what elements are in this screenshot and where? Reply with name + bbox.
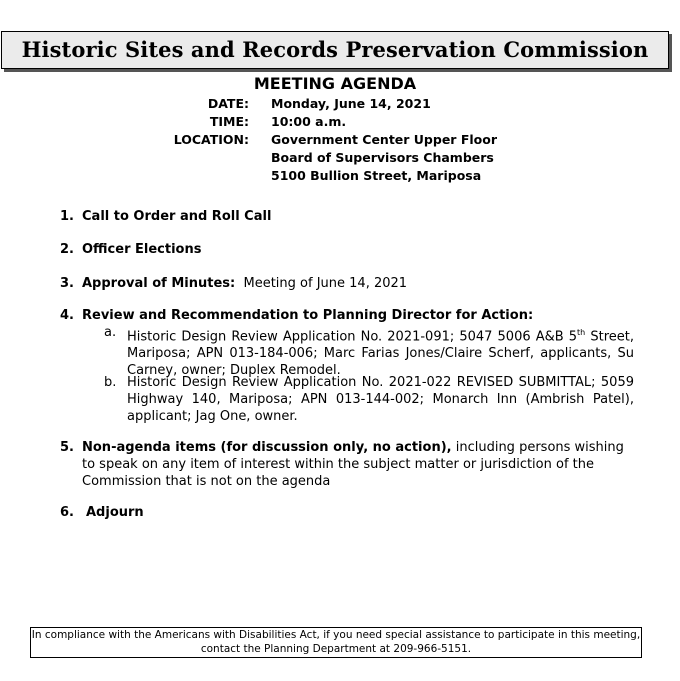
ordinal-suffix: th bbox=[577, 328, 586, 337]
sub-item-text-cont: Street, Mariposa; APN 013-184-006; Marc Farias Jones/Claire Scherf, applicants, Su Carney, owner; Duplex Remodel. bbox=[127, 329, 634, 379]
sub-item-text: Historic Design Review Application No. 2021-091; 5047 5006 A&B 5 bbox=[127, 329, 578, 345]
item-title: Adjourn bbox=[86, 505, 144, 520]
agenda-item bbox=[60, 307, 638, 324]
agenda-item bbox=[60, 241, 638, 258]
sub-item-letter: a. bbox=[104, 325, 117, 340]
item-number: 6. bbox=[60, 505, 74, 520]
location-line-3: 5100 Bullion Street, Mariposa bbox=[271, 168, 482, 183]
item-title: Review and Recommendation to Planning Director for Action: bbox=[82, 308, 534, 323]
item-number: 1. bbox=[60, 209, 74, 224]
ada-notice bbox=[30, 627, 642, 658]
time-value: 10:00 a.m. bbox=[271, 114, 347, 129]
sub-item-letter: b. bbox=[104, 375, 117, 390]
agenda-title: MEETING AGENDA bbox=[253, 74, 417, 93]
item-detail: including persons wishing to speak on any item of interest within the subject matter or jurisdiction of the Commission that is not on the agenda bbox=[82, 440, 624, 489]
item-number: 4. bbox=[60, 308, 74, 323]
sub-item bbox=[104, 374, 634, 425]
agenda-item bbox=[60, 275, 638, 292]
item-detail: Meeting of June 14, 2021 bbox=[243, 276, 408, 291]
item-title: Approval of Minutes: bbox=[82, 276, 236, 291]
item-title: Officer Elections bbox=[82, 242, 202, 257]
sub-item bbox=[104, 324, 634, 379]
agenda-item bbox=[60, 208, 638, 225]
date-value: Monday, June 14, 2021 bbox=[271, 96, 431, 111]
item-number: 3. bbox=[60, 276, 74, 291]
item-title: Non-agenda items (for discussion only, no action), bbox=[82, 440, 452, 455]
ada-notice-line-1: In compliance with the Americans with Disabilities Act, if you need special assistance to participate in this meeting, bbox=[31, 629, 641, 641]
location-line-2: Board of Supervisors Chambers bbox=[271, 150, 494, 165]
time-label: TIME: bbox=[209, 114, 249, 129]
date-label: DATE: bbox=[207, 96, 249, 111]
header-banner bbox=[1, 31, 669, 69]
location-label: LOCATION: bbox=[173, 132, 249, 147]
item-number: 2. bbox=[60, 242, 74, 257]
ada-notice-line-2: contact the Planning Department at 209-966-5151. bbox=[200, 643, 472, 655]
sub-item-text: Historic Design Review Application No. 2021-022 REVISED SUBMITTAL; 5059 Highway 140, Mariposa; APN 013-144-002; Monarch Inn (Ambrish Patel), applicant; Jag One, owner. bbox=[127, 375, 634, 424]
item-number: 5. bbox=[60, 440, 74, 455]
location-line-1: Government Center Upper Floor bbox=[271, 132, 497, 147]
agenda-item bbox=[60, 504, 642, 521]
agenda-item bbox=[60, 439, 638, 490]
commission-title: Historic Sites and Records Preservation Commission bbox=[21, 37, 649, 62]
item-title: Call to Order and Roll Call bbox=[82, 209, 272, 224]
